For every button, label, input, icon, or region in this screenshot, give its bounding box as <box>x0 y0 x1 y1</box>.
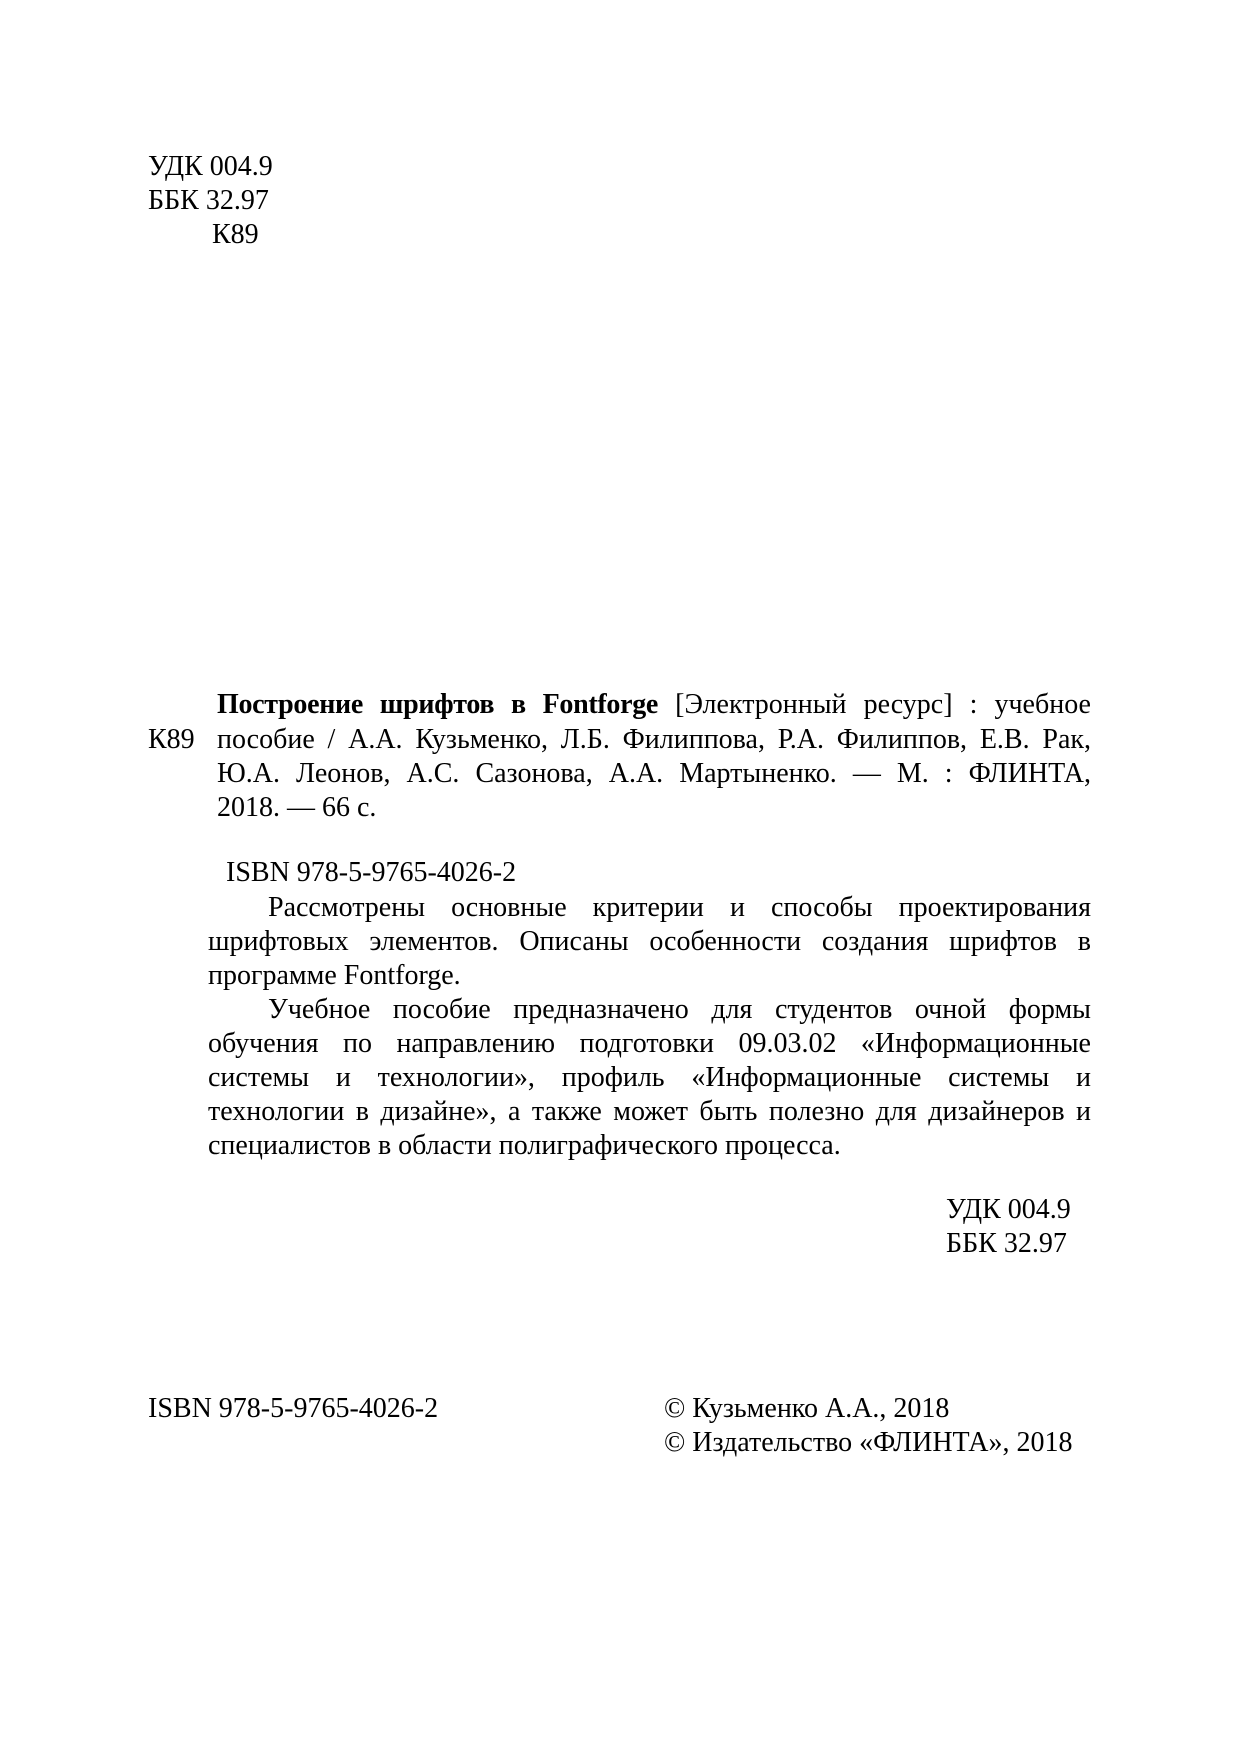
annotation-p1-line: Рассмотрены основные критерии и способы проектирования <box>268 892 1091 923</box>
copyright-author: © Кузьменко А.А., 2018 <box>664 1393 950 1424</box>
annotation-p2-line: обучения по направлению подготовки 09.03.02 «Информационные <box>208 1028 1091 1059</box>
bbk-code-bottom: ББК 32.97 <box>946 1228 1067 1259</box>
bib-entry-line-3: Ю.А. Леонов, А.С. Сазонова, А.А. Мартыненко. — М. : ФЛИНТА, <box>217 758 1091 789</box>
bib-resource-type: [Электронный ресурс] : учебное <box>658 689 1091 720</box>
isbn-main: ISBN 978-5-9765-4026-2 <box>226 857 517 888</box>
bib-entry-line-2: пособие / А.А. Кузьменко, Л.Б. Филиппова, Р.А. Филиппов, Е.В. Рак, <box>217 724 1091 755</box>
isbn-footer: ISBN 978-5-9765-4026-2 <box>148 1393 439 1424</box>
copyright-publisher: © Издательство «ФЛИНТА», 2018 <box>664 1427 1073 1458</box>
annotation-p1-line: шрифтовых элементов. Описаны особенности создания шрифтов в <box>208 926 1091 957</box>
book-title: Построение шрифтов в Fontforge <box>217 689 659 720</box>
annotation-p2-line: технологии в дизайне», а также может быть полезно для дизайнеров и <box>208 1096 1091 1127</box>
annotation-p2-line: системы и технологии», профиль «Информационные системы и <box>208 1062 1091 1093</box>
author-mark-top: К89 <box>212 219 259 250</box>
author-mark: К89 <box>148 724 195 755</box>
annotation-p2-line: специалистов в области полиграфического процесса. <box>208 1130 841 1161</box>
bbk-code-top: ББК 32.97 <box>148 185 269 216</box>
udk-code-top: УДК 004.9 <box>148 151 273 182</box>
annotation-p2-line: Учебное пособие предназначено для студентов очной формы <box>268 994 1091 1025</box>
bib-entry-line-1 <box>217 688 1091 722</box>
bib-entry-line-4: 2018. — 66 с. <box>217 792 377 823</box>
annotation-p1-line: программе Fontforge. <box>208 960 461 991</box>
udk-code-bottom: УДК 004.9 <box>946 1194 1071 1225</box>
